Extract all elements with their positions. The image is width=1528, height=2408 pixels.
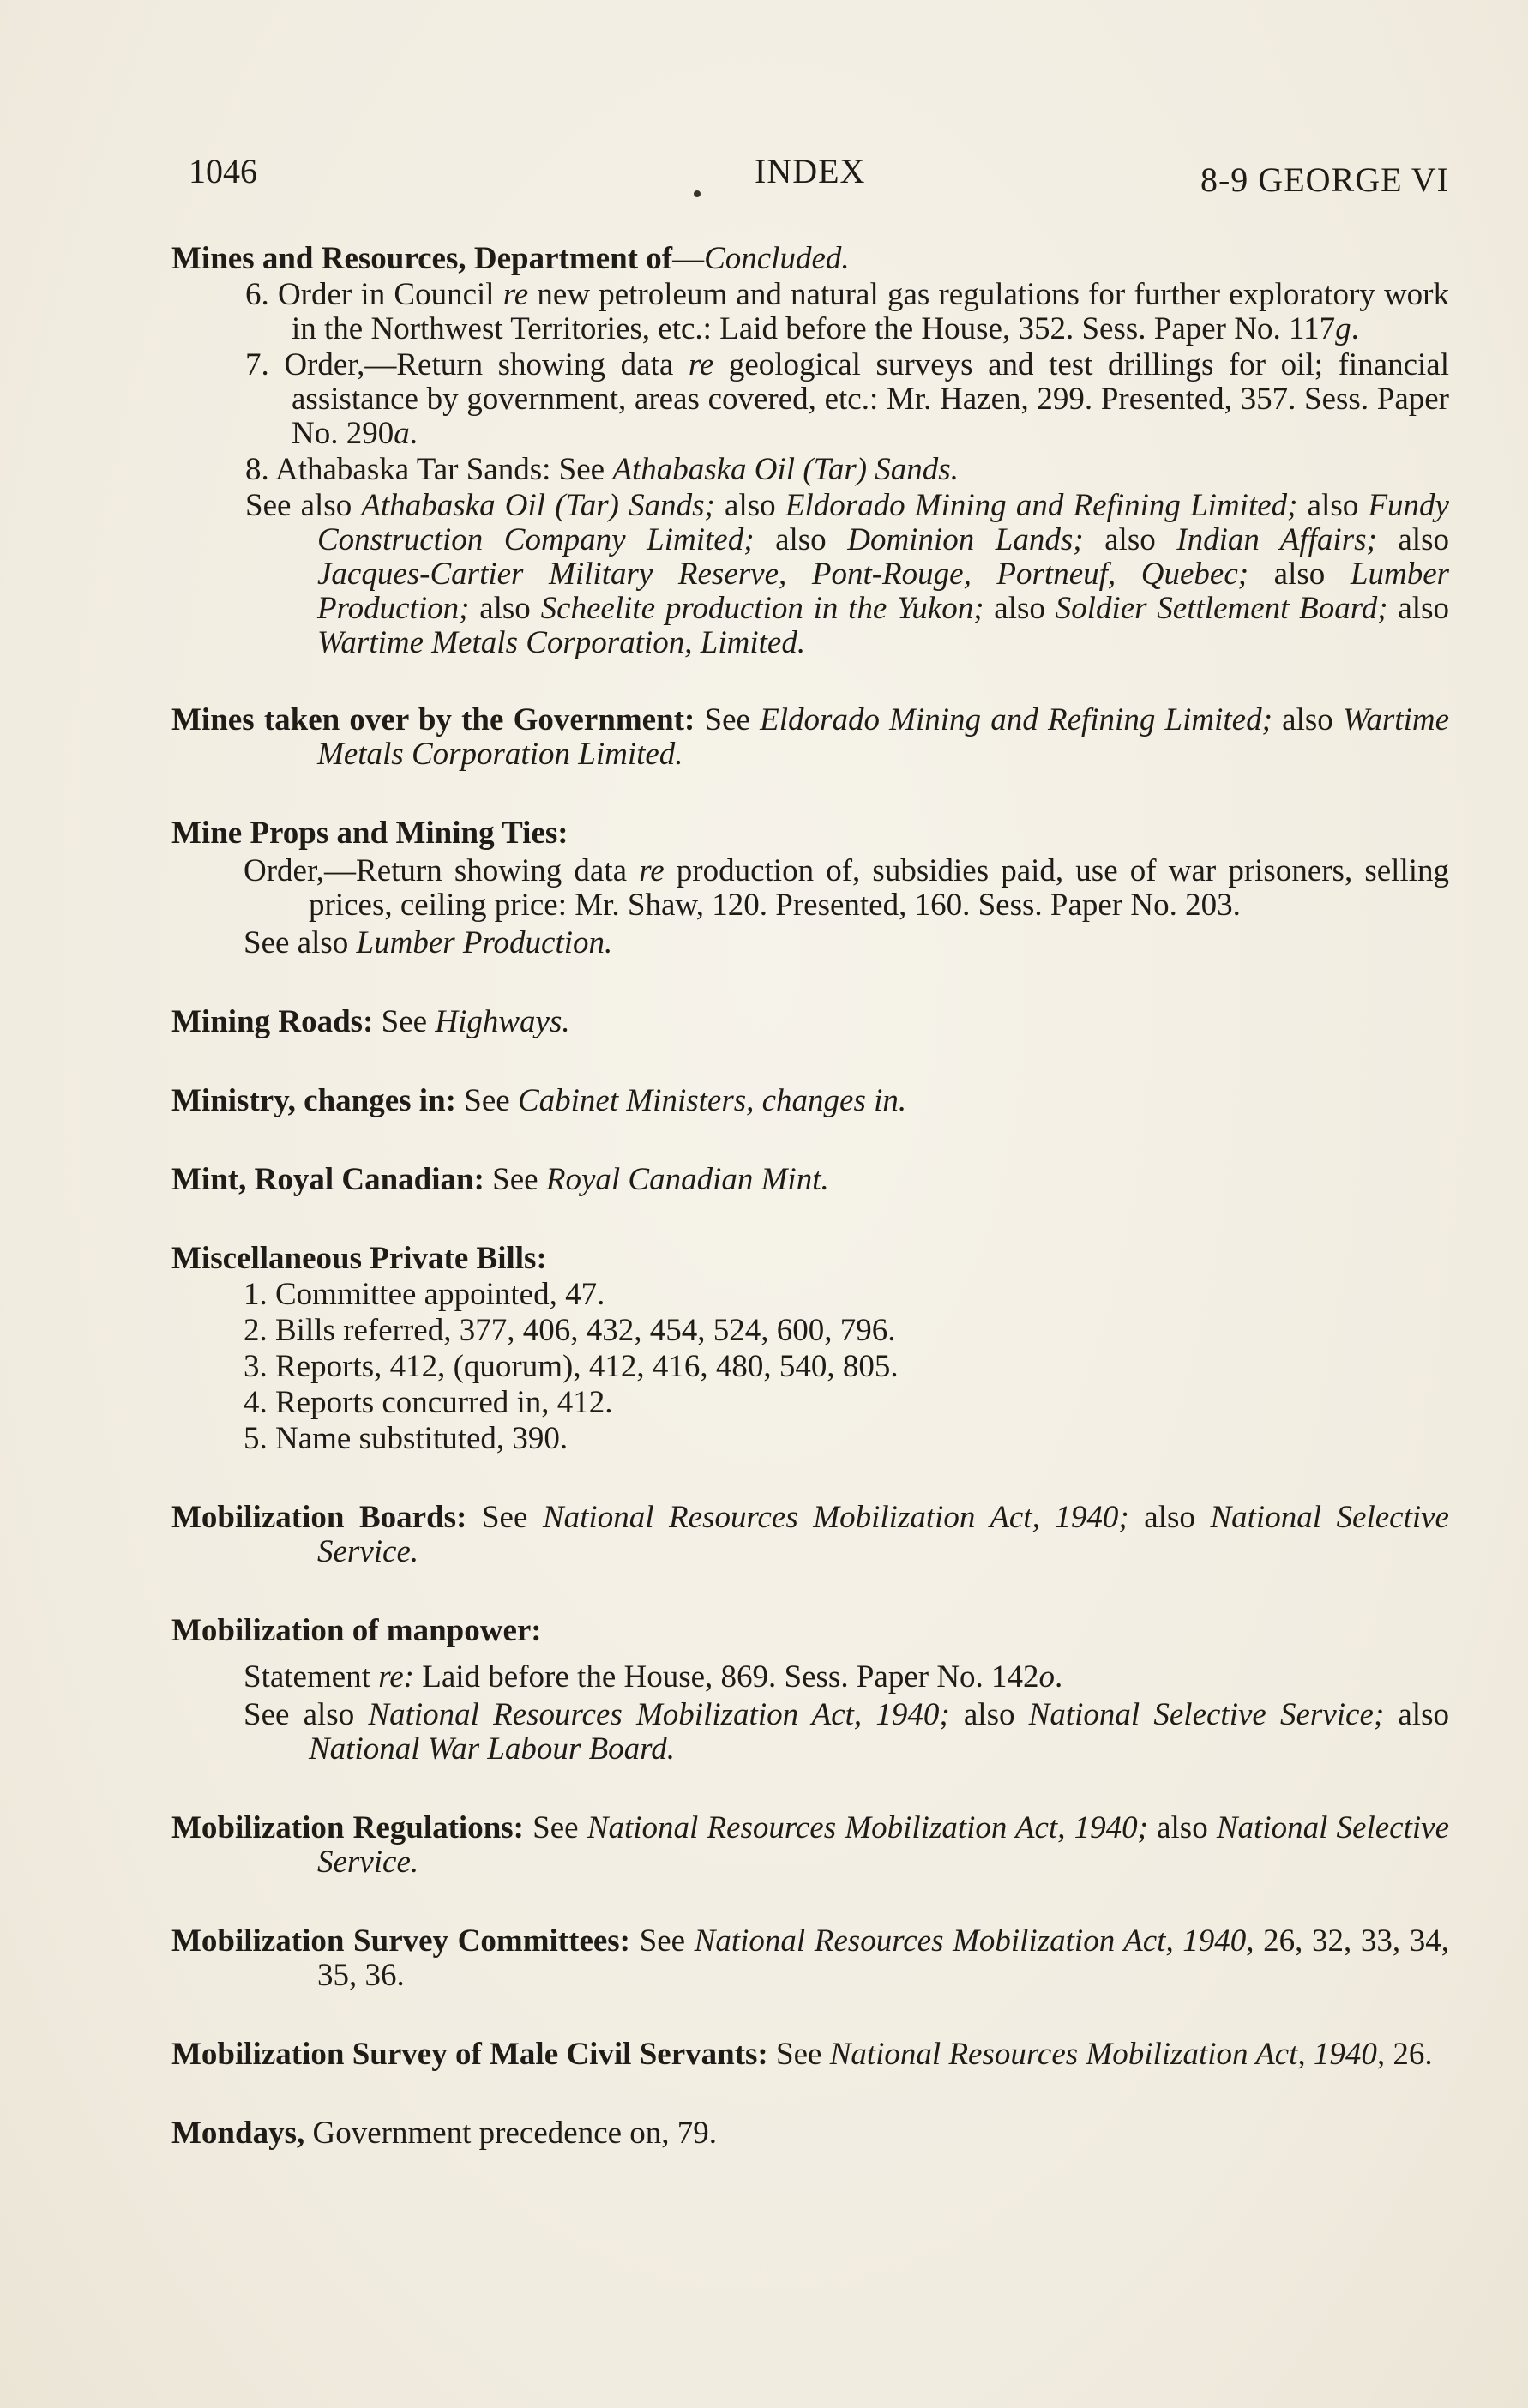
see-also-line: See also Lumber Production.: [244, 925, 613, 960]
index-entry-mobilization-regulations: Mobilization Regulations: See National Resources Mobilization Act, 1940; also National Selective Service.: [171, 1810, 1449, 1880]
order-item: Order,—Return showing data re production of, subsidies paid, use of war prisoners, selling prices, ceiling price: Mr. Shaw, 120. Presented, 160. Sess. Paper No. 203.: [244, 853, 1450, 923]
sub-item-6: 6. Order in Council re new petroleum and natural gas regulations for further exploratory work in the Northwest Territories, etc.: Laid before the House, 352. Sess. Paper No. 117g.: [245, 277, 1450, 346]
entry-heading: Mobilization Survey of Male Civil Servants:: [171, 2037, 768, 2072]
index-entry-mine-props: [171, 816, 1449, 960]
list-item: 1. Committee appointed, 47.: [244, 1277, 605, 1312]
index-entry-mobilization-boards: Mobilization Boards: See National Resources Mobilization Act, 1940; also National Selective Service.: [171, 1500, 1449, 1569]
index-entry-mobilization-survey-civil-servants: Mobilization Survey of Male Civil Servants: See National Resources Mobilization Act, 1940, 26.: [171, 2037, 1433, 2072]
entry-heading: Mining Roads:: [171, 1004, 374, 1039]
regnal-year: 8-9 GEORGE VI: [1200, 160, 1449, 199]
entry-heading: Miscellaneous Private Bills:: [171, 1241, 547, 1276]
index-entry-mobilization-manpower: [171, 1614, 1449, 1767]
list-item: 2. Bills referred, 377, 406, 432, 454, 524, 600, 796.: [244, 1313, 896, 1348]
entry-heading: Mobilization of manpower:: [171, 1613, 542, 1648]
index-entry-mint: Mint, Royal Canadian: See Royal Canadian Mint.: [171, 1162, 829, 1197]
index-entry-misc-private-bills: [171, 1242, 1449, 1456]
index-entry-ministry: Ministry, changes in: See Cabinet Ministers, changes in.: [171, 1083, 907, 1118]
index-entry-mining-roads: Mining Roads: See Highways.: [171, 1004, 570, 1039]
see-also-block: See also Athabaska Oil (Tar) Sands; also Eldorado Mining and Refining Limited; also Fundy Construction Company Limited; also Dominion Lands; also Indian Affairs; also Jacques-Cartier Military Reserve, Pont-Rouge, Portneuf, Quebec; also Lumber Production; also Scheelite production in the Yukon; also Soldier Settlement Board; also Wartime Metals Corporation, Limited.: [245, 488, 1450, 660]
entry-heading: Ministry, changes in:: [171, 1083, 456, 1118]
page-header: [189, 151, 1449, 202]
index-entry-mines-and-resources: [171, 242, 1449, 660]
see-also-line: See also National Resources Mobilization Act, 1940; also National Selective Service; also National War Labour Board.: [244, 1697, 1449, 1767]
sub-item-8: 8. Athabaska Tar Sands: See Athabaska Oil (Tar) Sands.: [245, 452, 959, 487]
entry-heading: Mines taken over by the Government:: [171, 702, 695, 737]
entry-heading: Mines and Resources, Department of: [171, 241, 673, 276]
statement-item: Statement re: Laid before the House, 869. Sess. Paper No. 142o.: [244, 1659, 1063, 1695]
list-item: 3. Reports, 412, (quorum), 412, 416, 480, 540, 805.: [244, 1349, 899, 1384]
entry-heading: Mint, Royal Canadian:: [171, 1162, 484, 1197]
entry-heading: Mondays,: [171, 2116, 305, 2151]
list-item: 4. Reports concurred in, 412.: [244, 1385, 613, 1420]
entry-heading: Mobilization Survey Committees:: [171, 1923, 631, 1959]
entry-heading: Mobilization Boards:: [171, 1500, 467, 1535]
sub-item-7: 7. Order,—Return showing data re geological surveys and test drillings for oil; financial assistance by government, areas covered, etc.: Mr. Hazen, 299. Presented, 357. Sess. Paper No. 290a.: [245, 347, 1450, 451]
index-entry-mines-taken-over: Mines taken over by the Government: See Eldorado Mining and Refining Limited; also Wartime Metals Corporation Limited.: [171, 702, 1449, 772]
index-entry-mobilization-survey-committees: Mobilization Survey Committees: See National Resources Mobilization Act, 1940, 26, 32, 33, 34, 35, 36.: [171, 1923, 1449, 1993]
entry-heading: Mine Props and Mining Ties:: [171, 816, 568, 851]
ink-speck: [694, 190, 701, 197]
page-title: INDEX: [755, 152, 866, 190]
heading-suffix: Concluded.: [704, 241, 850, 276]
index-content: [171, 242, 1449, 2195]
list-item: 5. Name substituted, 390.: [244, 1421, 568, 1456]
entry-heading: Mobilization Regulations:: [171, 1810, 524, 1845]
index-entry-mondays: Mondays, Government precedence on, 79.: [171, 2116, 718, 2151]
entry-heading-line: Mines and Resources, Department of—Concluded.: [171, 241, 850, 276]
page-number: 1046: [189, 152, 257, 190]
